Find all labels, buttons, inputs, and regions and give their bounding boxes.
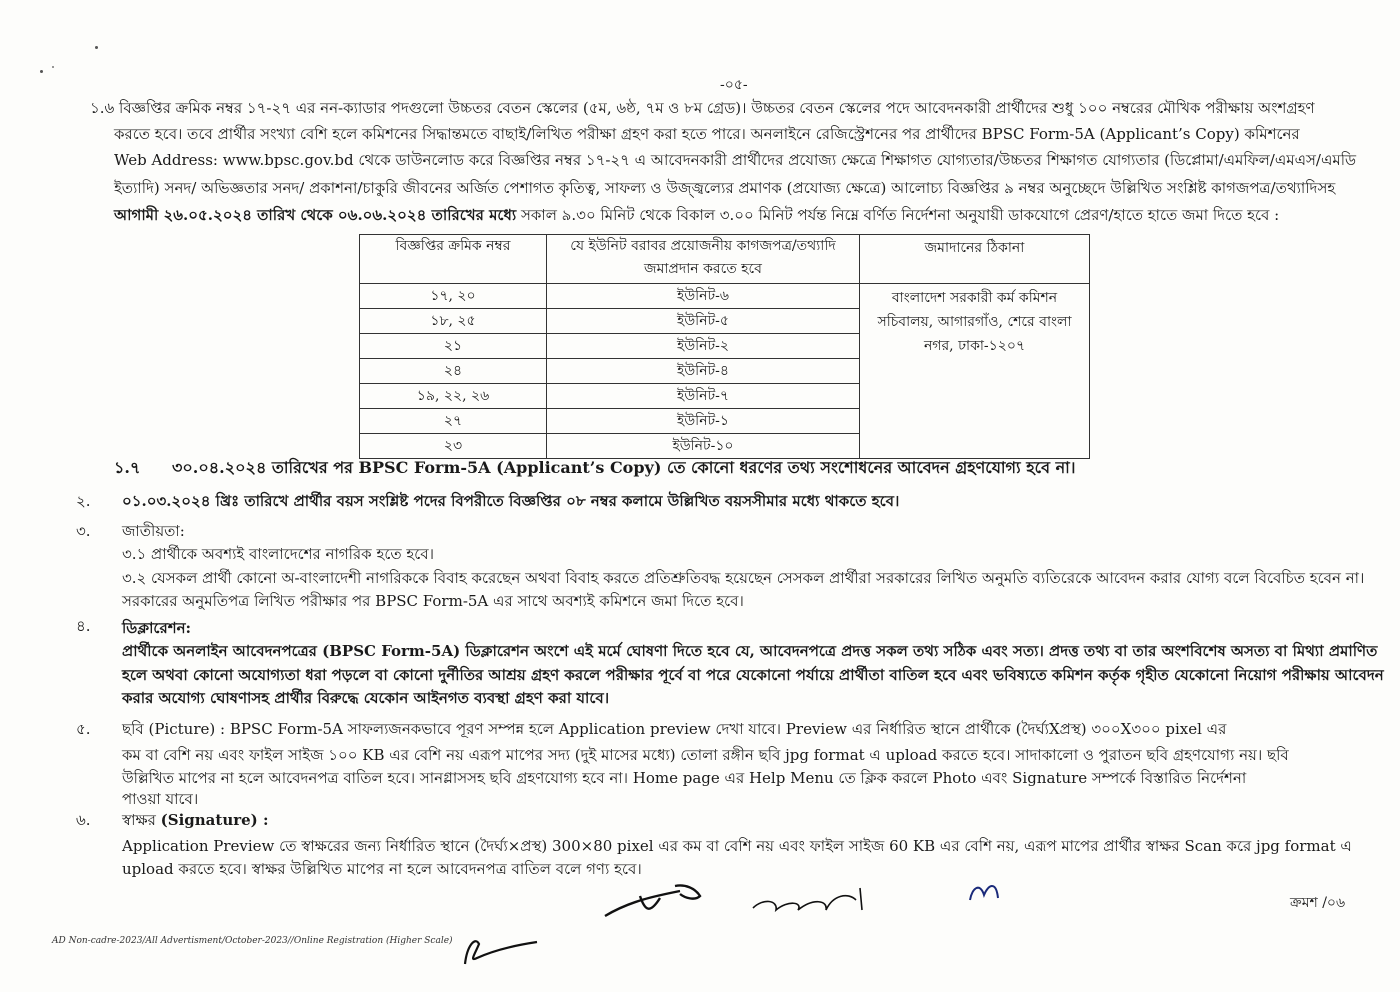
s3-line-3: সরকারের অনুমতিপত্র লিখিত পরীক্ষার পর BPSC Form-5A এর সাথে অবশ্যই কমিশনে জমা দিতে হবে। (122, 592, 744, 610)
s6-number: ৬. (76, 811, 91, 829)
scan-speck (40, 70, 43, 73)
s16-line-3: Web Address: www.bpsc.gov.bd থেকে ডাউনলোড করে বিজ্ঞপ্তির নম্বর ১৭-২৭ এ আবেদনকারী প্রার্থীদের প্রযোজ্য ক্ষেত্রে শিক্ষাগত যোগ্যতার/উচ্চতর শিক্ষাগত যোগ্যতার (ডিপ্লোমা/এমফিল/এমএস/এমডি (114, 151, 1357, 169)
s3-title: জাতীয়তা: (122, 522, 185, 540)
cell-unit: ইউনিট-৬ (547, 284, 860, 309)
s4-number: ৪. (76, 617, 91, 635)
s2-text: ০১.০৩.২০২৪ খ্রিঃ তারিখে প্রার্থীর বয়স সংশ্লিষ্ট পদের বিপরীতে বিজ্ঞপ্তির ০৮ নম্বর কলামে উল্লিখিত বয়সসীমার মধ্যে থাকতে হবে। (122, 492, 900, 510)
s4-title: ডিক্লারেশন: (122, 619, 192, 637)
scan-speck (95, 46, 98, 49)
s3-line-2: ৩.২ যেসকল প্রার্থী কোনো অ-বাংলাদেশী নাগরিককে বিবাহ করেছেন অথবা বিবাহ করতে প্রতিশ্রুতিবদ্ধ হয়েছেন সেসকল প্রার্থীরা সরকারের লিখিত অনুমতি ব্যতিরেকে আবেদন করার যোগ্য বলে বিবেচিত হবেন না। (122, 569, 1365, 587)
s6-title-prefix: স্বাক্ষর (122, 811, 161, 829)
s16-rest: সকাল ৯.৩০ মিনিট থেকে বিকাল ৩.০০ মিনিট পর্যন্ত নিম্নে বর্ণিত নির্দেশনা অনুযায়ী ডাকযোগে প্রেরণ/হাতে হাতে জমা দিতে হবে : (516, 206, 1280, 224)
s4-line-2: হলে অথবা কোনো অযোগ্যতা ধরা পড়লে বা কোনো দুর্নীতির আশ্রয় গ্রহণ করলে পরীক্ষার পূর্বে বা পরে যেকোনো পর্যায়ে প্রার্থীতা বাতিল হবে এবং ভবিষ্যতে কমিশন কর্তৃক গৃহীত যেকোনো নিয়োগ পরীক্ষায় আবেদন (122, 666, 1384, 684)
scan-speck (52, 66, 54, 68)
signature-3 (962, 870, 1007, 910)
cell-serial: ২৩ (360, 434, 547, 459)
cell-serial: ২১ (360, 334, 547, 359)
s6-line-1: Application Preview তে স্বাক্ষরের জন্য নির্ধারিত স্থানে (দৈর্ঘ্য×প্রস্থ) 300×80 pixel এর কম বা বেশি নয় এবং ফাইল সাইজ 60 KB এর বেশি নয়, এরূপ মাপের প্রার্থীর স্বাক্ষর Scan করে jpg format এ (122, 837, 1352, 855)
s6-line-2: upload করতে হবে। স্বাক্ষর উল্লিখিত মাপের না হলে আবেদনপত্র বাতিল বলে গণ্য হবে। (122, 860, 642, 878)
s16-line-2: করতে হবে। তবে প্রার্থীর সংখ্যা বেশি হলে কমিশনের সিদ্ধান্তমতে বাছাই/লিখিত পরীক্ষা গ্রহণ করা হতে পারে। অনলাইনে রেজিস্ট্রেশনের পর প্রার্থীদের BPSC Form-5A (Applicant’s Copy) কমিশনের (114, 125, 1300, 143)
cell-unit: ইউনিট-২ (547, 334, 860, 359)
s17-text: ৩০.০৪.২০২৪ তারিখের পর BPSC Form-5A (Applicant’s Copy) তে কোনো ধরণের তথ্য সংশোধনের আবেদন গ্রহণযোগ্য হবে না। (172, 458, 1076, 477)
signature-4 (455, 926, 545, 971)
s5-line-1: ছবি (Picture) : BPSC Form-5A সাফল্যজনকভাবে পূরণ সম্পন্ন হলে Application preview দেখা যাবে। Preview এর নির্ধারিত স্থানে প্রার্থীকে (দৈর্ঘ্যXপ্রস্থ) ৩০০X৩০০ pixel এর (122, 720, 1227, 738)
signature-2 (748, 880, 873, 920)
s5-line-3: উল্লিখিত মাপের না হলে আবেদনপত্র বাতিল হবে। সানগ্লাসসহ ছবি গ্রহণযোগ্য হবে না। Home page এর Help Menu তে ক্লিক করলে Photo এবং Signature সম্পর্কে বিস্তারিত নির্দেশনা (122, 769, 1247, 787)
s6-title (122, 808, 269, 832)
header-unit: যে ইউনিট বরাবর প্রয়োজনীয় কাগজপত্র/তথ্যাদি জমাপ্রদান করতে হবে (547, 235, 860, 284)
header-address: জমাদানের ঠিকানা (860, 235, 1090, 284)
s5-line-2: কম বা বেশি নয় এবং ফাইল সাইজ ১০০ KB এর বেশি নয় এরূপ মাপের সদ্য (দুই মাসের মধ্যে) তোলা রঙ্গীন ছবি jpg format এ upload করতে হবে। সাদাকালো ও পুরাতন ছবি গ্রহণযোগ্য নয়। ছবি (122, 746, 1289, 764)
s17-number: ১.৭ (114, 458, 141, 477)
table-header-row (360, 235, 1090, 284)
cell-serial: ১৭, ২০ (360, 284, 547, 309)
cell-serial: ১৮, ২৫ (360, 309, 547, 334)
cell-serial: ১৯, ২২, ২৬ (360, 384, 547, 409)
address-line-3: নগর, ঢাকা-১২০৭ (923, 338, 1026, 354)
cell-unit: ইউনিট-৫ (547, 309, 860, 334)
footer-reference: AD Non-cadre-2023/All Advertisment/October-2023//Online Registration (Higher Scale) (52, 936, 453, 946)
address-line-1: বাংলাদেশ সরকারী কর্ম কমিশন (891, 290, 1058, 306)
signature-1 (600, 876, 710, 926)
cell-serial: ২৭ (360, 409, 547, 434)
s16-dates: আগামী ২৬.০৫.২০২৪ তারিখ থেকে ০৬.০৬.২০২৪ তারিখের মধ্যে (114, 206, 517, 224)
s6-title-bold: (Signature) : (160, 811, 269, 829)
header-serial: বিজ্ঞপ্তির ক্রমিক নম্বর (360, 235, 547, 284)
cell-unit: ইউনিট-৭ (547, 384, 860, 409)
s5-number: ৫. (76, 720, 91, 738)
cell-serial: ২৪ (360, 359, 547, 384)
s3-line-1: ৩.১ প্রার্থীকে অবশ্যই বাংলাদেশের নাগরিক হতে হবে। (122, 545, 434, 563)
s4-line-1: প্রার্থীকে অনলাইন আবেদনপত্রের (BPSC Form-5A) ডিক্লারেশন অংশে এই মর্মে ঘোষণা দিতে হবে যে, আবেদনপত্রে প্রদত্ত সকল তথ্য সঠিক এবং সত্য। প্রদত্ত তথ্য বা তার অংশবিশেষ অসত্য বা মিথ্যা প্রমাণিত (122, 642, 1378, 660)
address-line-2: সচিবালয়, আগারগাঁও, শেরে বাংলা (877, 314, 1072, 330)
cell-unit: ইউনিট-৪ (547, 359, 860, 384)
cell-address (860, 284, 1090, 459)
s3-number: ৩. (76, 522, 91, 540)
continued-note: ক্রমশ /০৬ (1290, 895, 1346, 911)
page-number: -০৫- (720, 77, 748, 93)
s2-number: ২. (76, 492, 91, 510)
table-row (360, 284, 1090, 309)
s5-line-4: পাওয়া যাবে। (122, 790, 199, 808)
unit-table (359, 234, 1090, 459)
s4-line-3: করার অযোগ্য ঘোষণাসহ প্রার্থীর বিরুদ্ধে যেকোন আইনগত ব্যবস্থা গ্রহণ করা যাবে। (122, 689, 610, 707)
s16-line-1: ১.৬ বিজ্ঞপ্তির ক্রমিক নম্বর ১৭-২৭ এর নন-ক্যাডার পদগুলো উচ্চতর বেতন স্কেলের (৫ম, ৬ষ্ঠ, ৭ম ও ৮ম গ্রেড)। উচ্চতর বেতন স্কেলের পদে আবেদনকারী প্রার্থীদের শুধু ১০০ নম্বরের মৌখিক পরীক্ষায় অংশগ্রহণ (90, 99, 1315, 117)
s16-line-4: ইত্যাদি) সনদ/ অভিজ্ঞতার সনদ/ প্রকাশনা/চাকুরি জীবনের অর্জিত পেশাগত কৃতিত্ব, সাফল্য ও উজ্জ্বল্যের প্রমাণক (প্রযোজ্য ক্ষেত্রে) আলোচ্য বিজ্ঞপ্তির ৯ নম্বর অনুচ্ছেদে উল্লিখিত সংশ্লিষ্ট কাগজপত্র/তথ্যাদিসহ (114, 179, 1336, 197)
s16-line-5 (114, 203, 1279, 227)
cell-unit: ইউনিট-১ (547, 409, 860, 434)
cell-unit: ইউনিট-১০ (547, 434, 860, 459)
